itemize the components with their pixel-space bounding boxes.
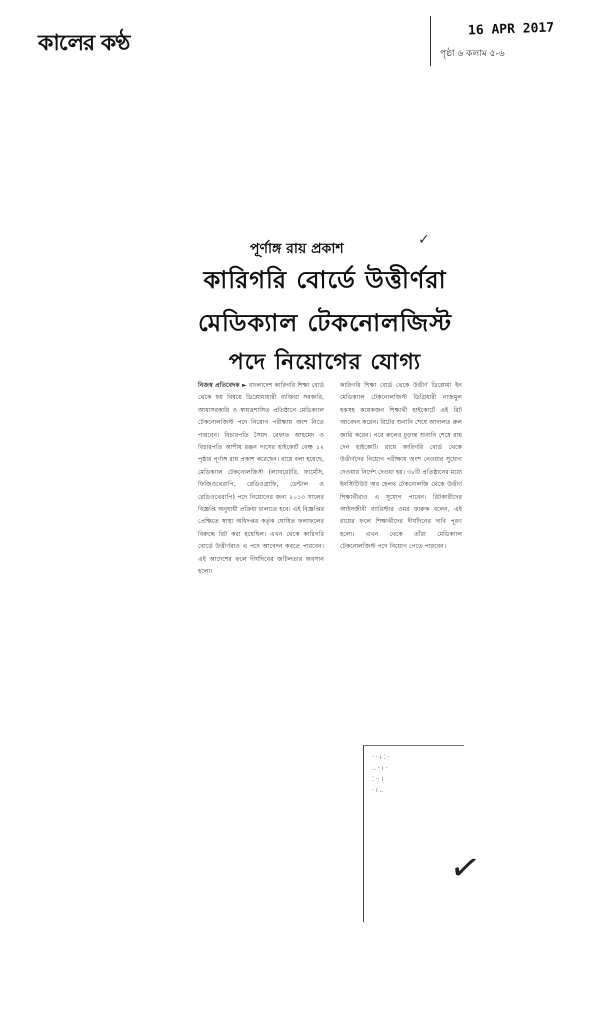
checkmark-icon: ✓: [446, 845, 484, 892]
article-column-left: [198, 380, 324, 579]
headline-line-2: মেডিক্যাল টেকনোলজিস্ট: [197, 308, 453, 337]
headline-line-3: পদে নিয়োগের যোগ্য: [228, 349, 422, 375]
byline: পূর্ণাঙ্গ রায় প্রকাশ: [250, 241, 344, 257]
stamp-page-info: পৃষ্ঠা ৬ কলাম ৫-৬: [440, 49, 505, 59]
handwritten-tick-icon: ✓: [418, 232, 430, 248]
handwritten-notes-icon: · · ⁞ ⁚ · ‥ · ⁞ · ⁚ ·· ⁞ · ⁞ ‥: [372, 754, 390, 794]
article-column-right: [340, 380, 462, 554]
article-dateline: নিজস্ব প্রতিবেদক ►: [198, 382, 247, 389]
headline-line-1: কারিগরি বোর্ডে উত্তীর্ণরা: [203, 265, 447, 294]
article-body-right: কারিগরি শিক্ষা বোর্ড থেকে উত্তীর্ণ ডিপ্লোমা ইন মেডিক্যাল টেকনোলজিস্ট ডিগ্রিধারী নাজমুল হকসহ কয়েকজন শিক্ষার্থী হাইকোর্টে এই রিট আবেদন করেন। রিটের শুনানি শেষে আদালত রুল জারি করেন। পরে রুলের চূড়ান্ত শুনানি শেষে রায় দেন হাইকোর্ট। রায়ে কারিগরি বোর্ড থেকে উত্তীর্ণদের নিয়োগ পরীক্ষায় অংশ নেওয়ার সুযোগ দেওয়ার নির্দেশ দেওয়া হয়। ৩৮টি প্রতিষ্ঠানের মধ্যে ইনস্টিটিউট অব হেলথ টেকনোলজি থেকে উত্তীর্ণ শিক্ষার্থীরাও এ সুযোগ পাবেন। রিটকারীদের আইনজীবী ব্যারিস্টার ওমর ফারুক বলেন, এই রায়ের ফলে শিক্ষার্থীদের দীর্ঘদিনের দাবি পূরণ হলো। এখন থেকে তাঁরা মেডিক্যাল টেকনোলজিস্ট পদে নিয়োগ পেতে পারবেন।: [340, 382, 462, 551]
article-body-left: বাংলাদেশ কারিগরি শিক্ষা বোর্ড থেকে ছয় বিষয়ে ডিপ্লোমাধারী ব্যক্তিরা সরকারি, আধাসরকারি ও স্বায়ত্তশাসিত প্রতিষ্ঠানে মেডিক্যাল টেকনোলজিস্ট পদে নিয়োগ পরীক্ষায় অংশ নিতে পারবেন। বিচারপতি সৈয়দ রেফাত আহমেদ ও বিচারপতি আশীষ রঞ্জন দাসের হাইকোর্ট বেঞ্চ ১২ পৃষ্ঠার পূর্ণাঙ্গ রায় প্রকাশ করেছেন। রায়ে বলা হয়েছে, মেডিক্যাল টেকনোলজিস্ট (ল্যাবরেটরি, ফার্মেসি, ফিজিওথেরাপি, রেডিওগ্রাফি, ডেন্টাল ও রেডিওথেরাপি) পদে নিয়োগের জন্য ২০১৩ সালের বিজ্ঞপ্তি অনুযায়ী প্রক্রিয়া চালাতে হবে। এই বিজ্ঞপ্তির প্রেক্ষিতে স্বাস্থ্য অধিদপ্তর কর্তৃক ঘোষিত ফলাফলের বিরুদ্ধে রিট করা হয়েছিল। এখন থেকে কারিগরি বোর্ডে উত্তীর্ণরাও এ পদে আবেদন করতে পারবেন। এই আদেশের ফলে দীর্ঘদিনের জটিলতার অবসান হলো।: [198, 382, 325, 576]
stamp-date: 16 APR 2017: [467, 20, 555, 39]
newspaper-masthead: কালের কণ্ঠ: [38, 31, 130, 56]
